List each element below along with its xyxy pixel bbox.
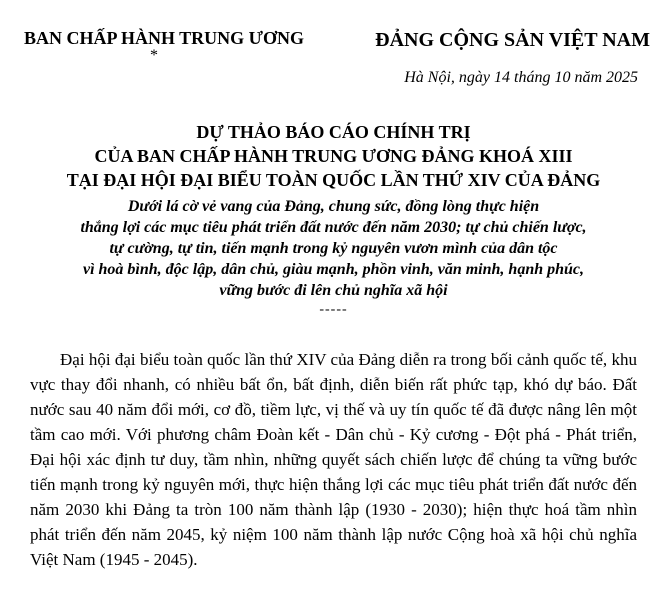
title-line-2: CỦA BAN CHẤP HÀNH TRUNG ƯƠNG ĐẢNG KHOÁ XIII xyxy=(94,146,573,166)
title-line-3: TẠI ĐẠI HỘI ĐẠI BIỂU TOÀN QUỐC LẦN THỨ XIV CỦA ĐẢNG xyxy=(66,170,601,190)
issuing-body: BAN CHẤP HÀNH TRUNG ƯƠNG xyxy=(23,28,304,48)
document-title-block xyxy=(0,120,667,319)
subtitle-line-2: thắng lợi các mục tiêu phát triển đất nước đến năm 2030; tự chủ chiến lược, xyxy=(80,219,587,236)
separator: ----- xyxy=(319,302,348,317)
subtitle-line-3: tự cường, tự tin, tiến mạnh trong kỷ nguyên vươn mình của dân tộc xyxy=(109,240,558,257)
subtitle-line-5: vững bước đi lên chủ nghĩa xã hội xyxy=(219,282,448,299)
subtitle-line-1: Dưới lá cờ vẻ vang của Đảng, chung sức, đồng lòng thực hiện xyxy=(127,198,540,215)
title-line-1: DỰ THẢO BÁO CÁO CHÍNH TRỊ xyxy=(196,122,471,142)
body-paragraph: Đại hội đại biểu toàn quốc lần thứ XIV của Đảng diễn ra trong bối cảnh quốc tế, khu vực thay đổi nhanh, có nhiều bất ổn, bất định, diễn biến rất phức tạp, khó dự báo. Đất nước sau 40 năm đổi mới, cơ đồ, tiềm lực, vị thế và uy tín quốc tế đã được nâng lên một tầm cao mới. Với phương châm Đoàn kết - Dân chủ - Kỷ cương - Đột phá - Phát triển, Đại hội xác định tư duy, tầm nhìn, những quyết sách chiến lược để chúng ta vững bước tiến mạnh trong kỷ nguyên mới, thực hiện thắng lợi các mục tiêu phát triển đất nước đến năm 2030 khi Đảng ta tròn 100 năm thành lập (1930 - 2030); hiện thực hoá tầm nhìn phát triển đến năm 2045, kỷ niệm 100 năm thành lập nước Cộng hoà xã hội chủ nghĩa Việt Nam (1945 - 2045). xyxy=(30,350,637,569)
place-date: Hà Nội, ngày 14 tháng 10 năm 2025 xyxy=(404,69,638,86)
issuing-body-mark: * xyxy=(150,47,158,64)
party-name: ĐẢNG CỘNG SẢN VIỆT NAM xyxy=(375,29,650,51)
subtitle-line-4: vì hoà bình, độc lập, dân chủ, giàu mạnh, phồn vinh, văn minh, hạnh phúc, xyxy=(82,261,585,278)
